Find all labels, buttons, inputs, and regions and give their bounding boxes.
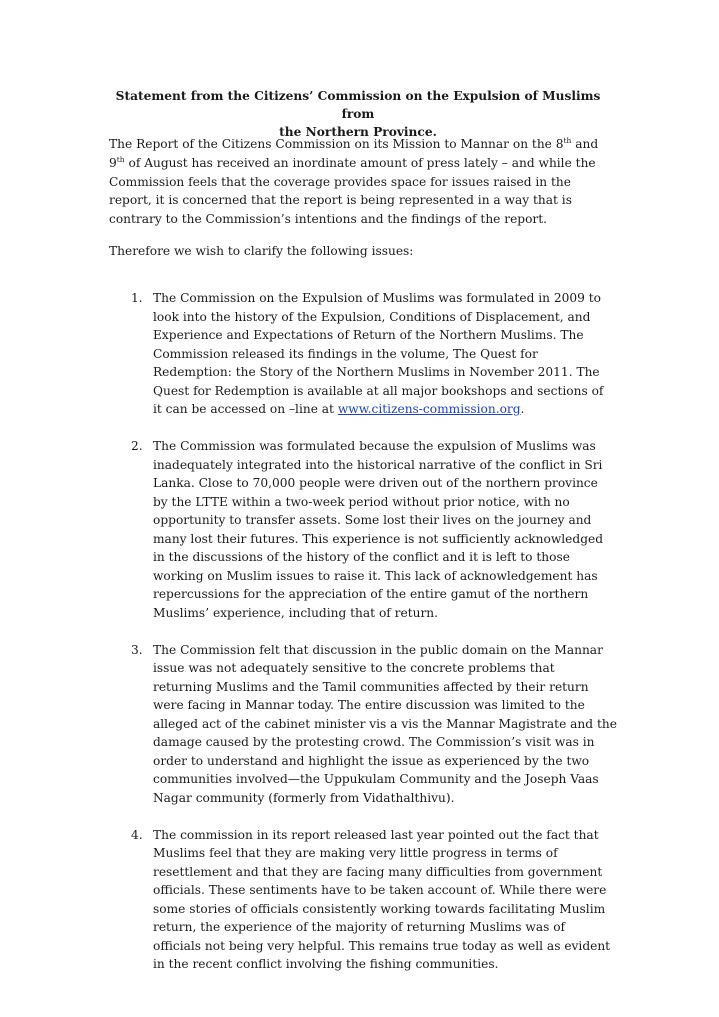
text-line: issue was not adequately sensitive to the concrete problems that	[153, 661, 555, 675]
text-line: returning Muslims and the Tamil communities affected by their return	[153, 679, 589, 694]
text-line: damage caused by the protesting crowd. The Commission’s visit was in	[153, 735, 595, 749]
text-line: alleged act of the cabinet minister vis a vis the Mannar Magistrate and the	[153, 716, 617, 731]
text-line: Commission released its findings in the volume, The Quest for	[153, 346, 538, 361]
list-item	[131, 289, 611, 419]
text-line: The Commission was formulated because the expulsion of Muslims was	[153, 439, 596, 453]
text-line: resettlement and that they are facing many difficulties from government	[153, 864, 603, 879]
text-line: inadequately integrated into the historical narrative of the conflict in Sri	[153, 457, 603, 472]
text-line: The Commission felt that discussion in the public domain on the Mannar	[153, 642, 603, 657]
text-line: by the LTTE within a two-week period without prior notice, with no	[153, 494, 570, 509]
text-line: Experience and Expectations of Return of the Northern Muslims. The	[153, 328, 584, 342]
text-line: it can be accessed on –line at www.citizens-commission.org.	[153, 402, 525, 416]
text-line: repercussions for the appreciation of the entire gamut of the northern	[153, 587, 589, 601]
text-line: Lanka. Close to 70,000 people were driven out of the northern province	[153, 476, 598, 490]
document-title	[108, 87, 608, 141]
issues-list	[131, 289, 617, 992]
text-line: 9th of August has received an inordinate amount of press lately – and while the	[109, 154, 596, 170]
text-line: some stories of officials consistently working towards facilitating Muslim	[153, 901, 606, 916]
text-line: look into the history of the Expulsion, Conditions of Displacement, and	[153, 309, 591, 324]
text-line: The commission in its report released last year pointed out the fact that	[153, 827, 599, 842]
list-item	[131, 641, 617, 808]
text-line: Quest for Redemption is available at all major bookshops and sections of	[153, 383, 604, 398]
list-item	[131, 437, 611, 622]
text-line: many lost their futures. This experience is not sufficiently acknowledged	[153, 531, 604, 546]
list-number: 3.	[131, 642, 143, 657]
text-line: Muslims feel that they are making very little progress in terms of	[153, 846, 558, 860]
text-line: opportunity to transfer assets. Some lost their lives on the journey and	[153, 513, 592, 527]
text-line: The Report of the Citizens Commission on its Mission to Mannar on the 8th and	[109, 135, 599, 151]
intro-paragraph	[109, 135, 614, 229]
text-line: contrary to the Commission’s intentions and the findings of the report.	[109, 212, 548, 226]
text-line: were facing in Mannar today. The entire discussion was limited to the	[153, 698, 585, 712]
list-number: 4.	[131, 827, 143, 842]
list-item	[131, 826, 611, 974]
text-line: The Commission on the Expulsion of Muslims was formulated in 2009 to	[153, 291, 602, 305]
text-line: working on Muslim issues to raise it. This lack of acknowledgement has	[153, 568, 598, 583]
text-line: Nagar community (formerly from Vidathalthivu).	[153, 790, 455, 805]
text-line: in the discussions of the history of the conflict and it is left to those	[153, 550, 570, 564]
list-number: 2.	[131, 439, 143, 453]
text-line: Redemption: the Story of the Northern Muslims in November 2011. The	[153, 365, 600, 379]
title-line: the Northern Province.	[279, 125, 437, 139]
list-number: 1.	[131, 291, 143, 305]
text-line: officials. These sentiments have to be taken account of. While there were	[153, 883, 607, 897]
text-line: report, it is concerned that the report is being represented in a way that is	[109, 193, 572, 208]
clarify-paragraph	[109, 242, 614, 261]
website-link[interactable]: www.citizens-commission.org	[337, 402, 521, 416]
text-line: return, the experience of the majority of returning Muslims was of	[153, 920, 566, 934]
text-line: order to understand and highlight the issue as experienced by the two	[153, 753, 590, 768]
text-line: communities involved—the Uppukulam Community and the Joseph Vaas	[153, 772, 599, 786]
text-line: Commission feels that the coverage provides space for issues raised in the	[109, 174, 571, 189]
title-line: Statement from the Citizens’ Commission on the Expulsion of Muslims from	[115, 89, 601, 121]
text-line: officials not being very helpful. This remains true today as well as evident	[153, 938, 611, 953]
text-line: Muslims’ experience, including that of return.	[153, 605, 438, 620]
text-line: Therefore we wish to clarify the following issues:	[109, 244, 414, 258]
text-line: in the recent conflict involving the fishing communities.	[153, 957, 499, 971]
